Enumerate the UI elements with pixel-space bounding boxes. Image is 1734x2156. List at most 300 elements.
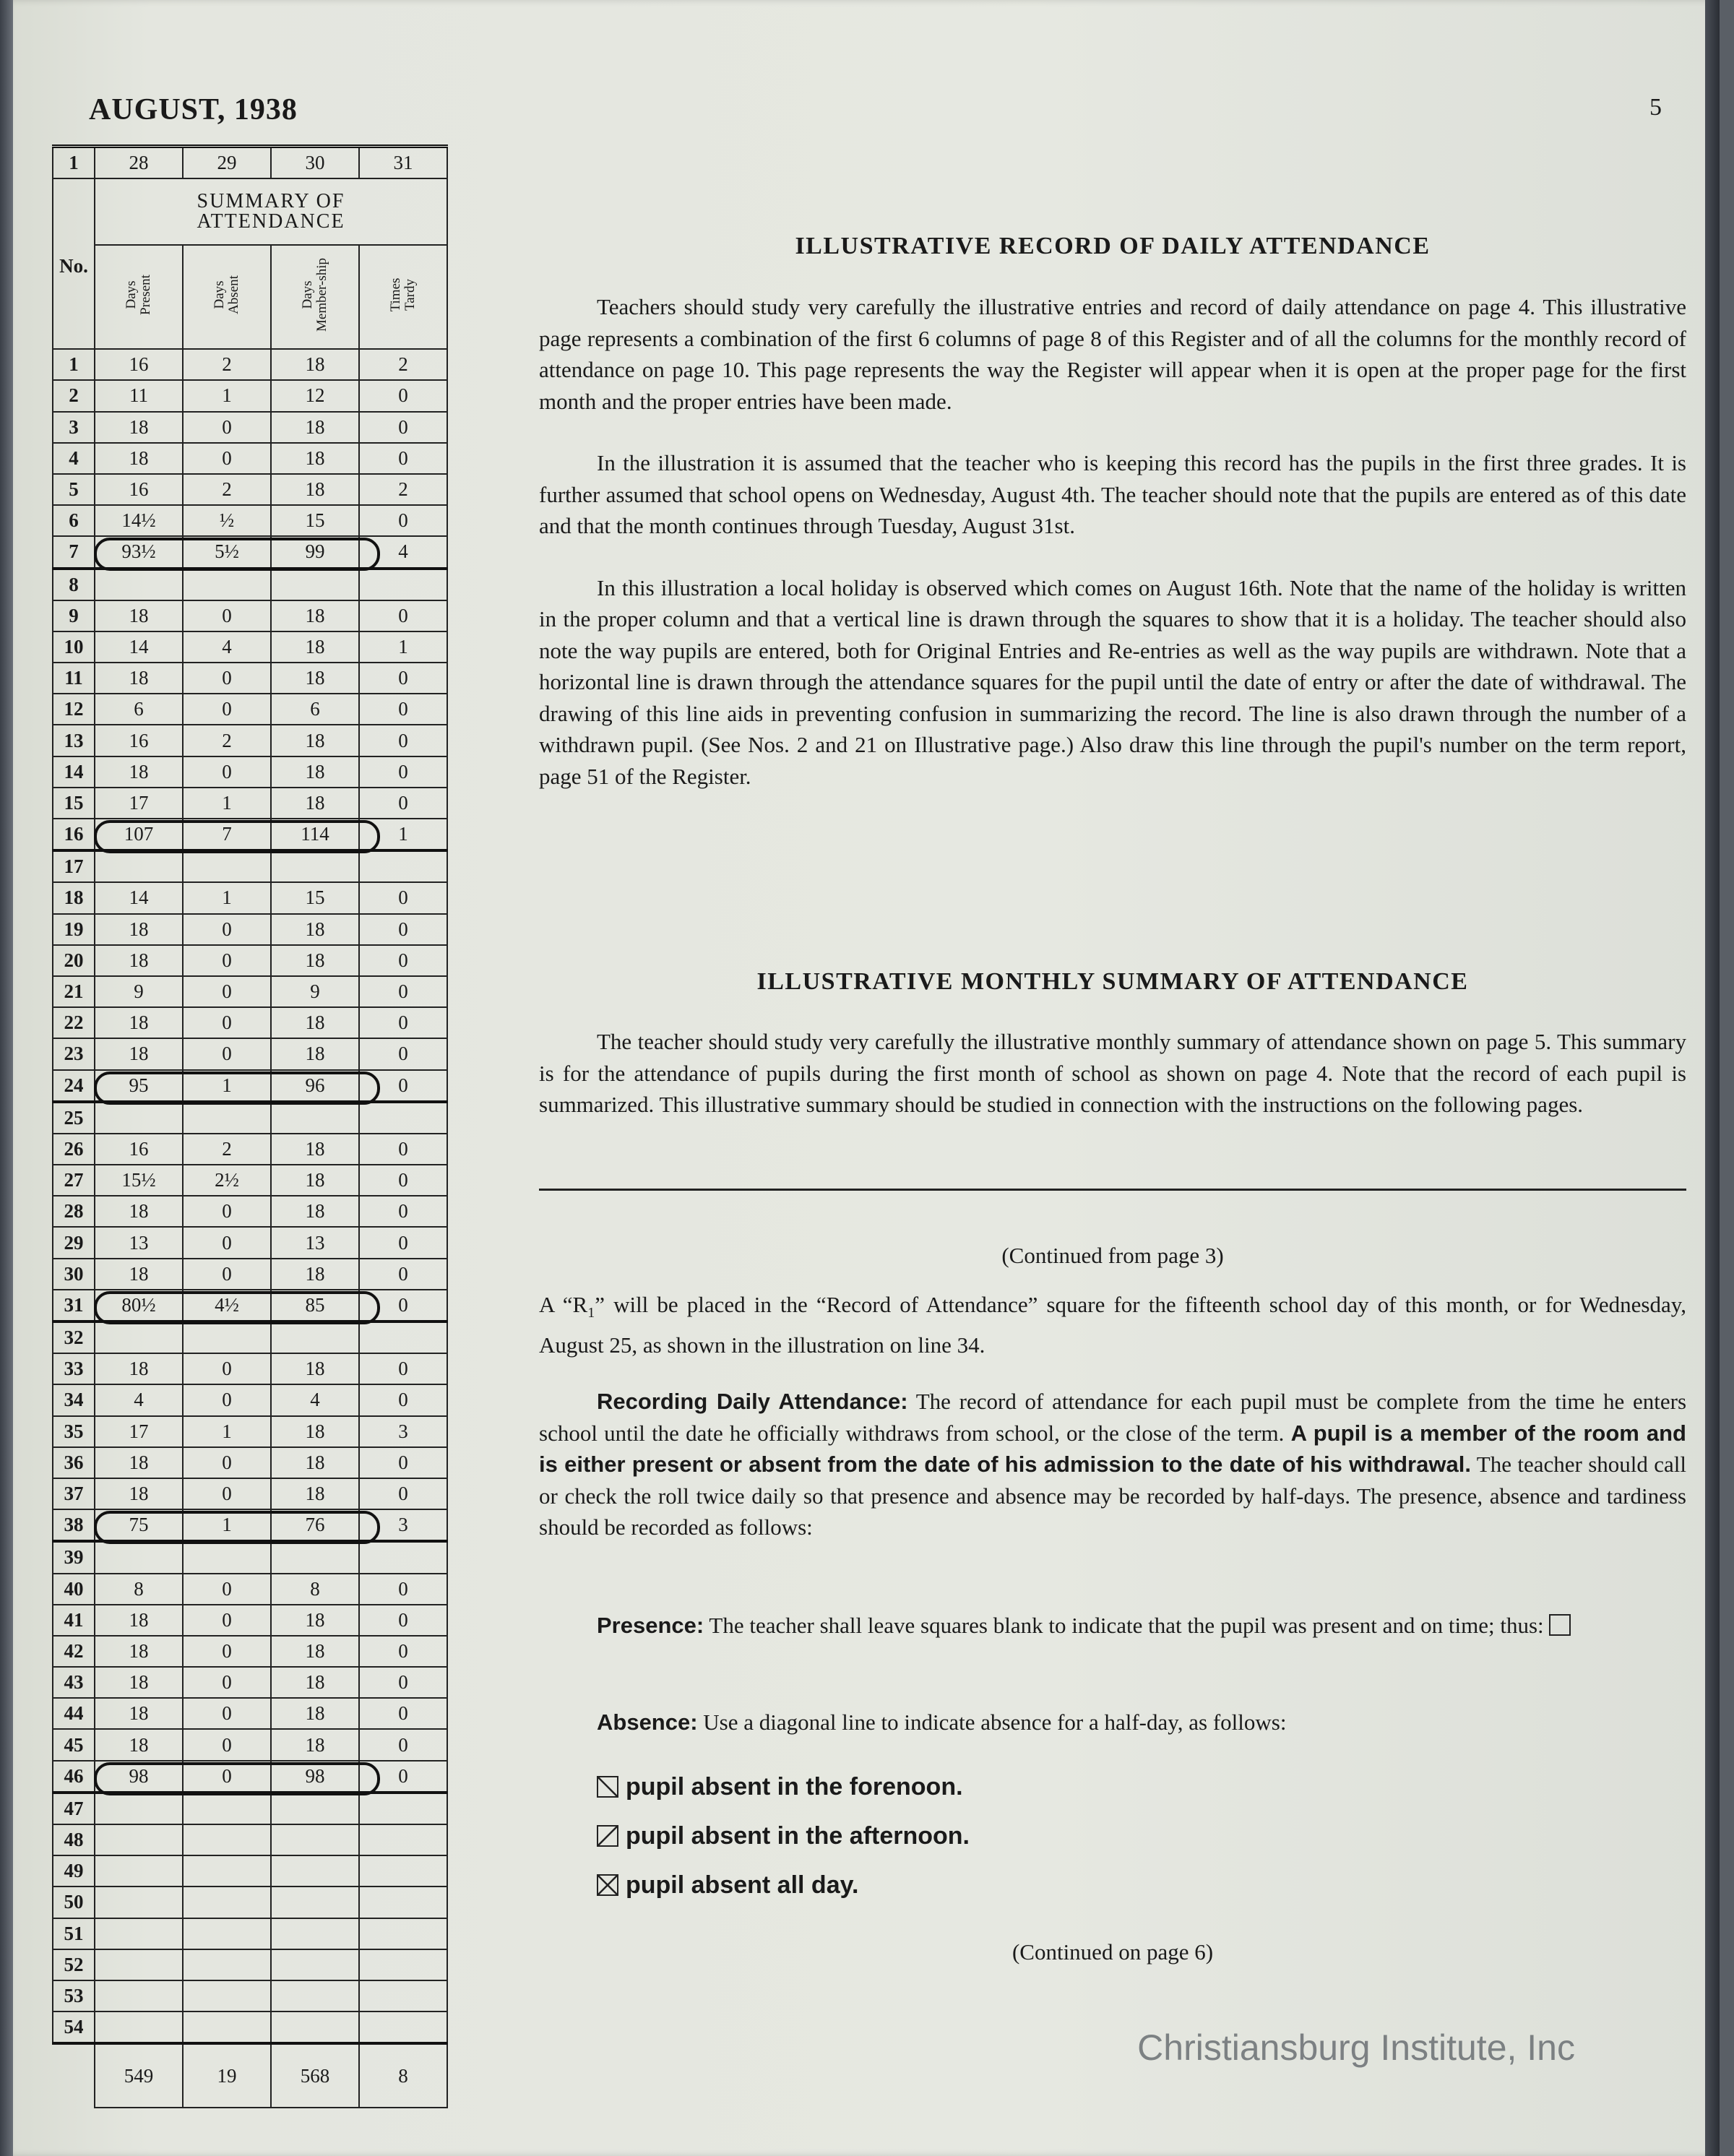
col-header-days-membership: Days Member-ship bbox=[271, 245, 359, 349]
attendance-summary-table bbox=[52, 145, 448, 2108]
days-membership: 6 bbox=[271, 694, 359, 725]
days-present: 18 bbox=[95, 1447, 183, 1478]
days-membership: 98 bbox=[271, 1761, 359, 1793]
pupil-row bbox=[53, 1918, 447, 1949]
col-header-times-tardy: Times Tardy bbox=[359, 245, 447, 349]
days-absent: 4½ bbox=[183, 1290, 271, 1321]
times-tardy: 0 bbox=[359, 1353, 447, 1384]
days-absent: 0 bbox=[183, 1259, 271, 1290]
days-membership bbox=[271, 569, 359, 600]
book-spine bbox=[0, 0, 13, 2156]
days-membership: 18 bbox=[271, 1698, 359, 1729]
row-number: 28 bbox=[53, 1196, 95, 1227]
times-tardy: 0 bbox=[359, 1290, 447, 1321]
days-present: 16 bbox=[95, 349, 183, 380]
days-present: 16 bbox=[95, 725, 183, 756]
times-tardy: 0 bbox=[359, 1038, 447, 1069]
pupil-row bbox=[53, 412, 447, 443]
days-membership bbox=[271, 1855, 359, 1886]
section-heading-monthly-summary: ILLUSTRATIVE MONTHLY SUMMARY OF ATTENDANCE bbox=[756, 968, 1469, 995]
days-membership: 85 bbox=[271, 1290, 359, 1321]
times-tardy: 0 bbox=[359, 1761, 447, 1793]
row-number: 33 bbox=[53, 1353, 95, 1384]
col-header-days-absent: Days Absent bbox=[183, 245, 271, 349]
days-present: 14½ bbox=[95, 505, 183, 536]
days-absent: 1 bbox=[183, 380, 271, 411]
days-absent: 0 bbox=[183, 1574, 271, 1605]
days-present: 18 bbox=[95, 756, 183, 788]
pupil-row bbox=[53, 1698, 447, 1729]
total-days-absent: 19 bbox=[183, 2043, 271, 2108]
days-membership: 15 bbox=[271, 505, 359, 536]
days-absent: 0 bbox=[183, 1698, 271, 1729]
days-absent: 0 bbox=[183, 914, 271, 945]
row-number: 34 bbox=[53, 1384, 95, 1415]
days-present: 16 bbox=[95, 1134, 183, 1165]
pupil-row bbox=[53, 663, 447, 694]
days-membership bbox=[271, 1793, 359, 1824]
days-absent: ½ bbox=[183, 505, 271, 536]
days-present: 14 bbox=[95, 882, 183, 913]
days-absent: 0 bbox=[183, 1478, 271, 1509]
pupil-row bbox=[53, 1478, 447, 1509]
days-membership: 18 bbox=[271, 1196, 359, 1227]
days-present: 80½ bbox=[95, 1290, 183, 1321]
days-present bbox=[95, 850, 183, 882]
times-tardy: 0 bbox=[359, 1667, 447, 1698]
pupil-row bbox=[53, 1541, 447, 1573]
pupil-row bbox=[53, 631, 447, 663]
days-absent bbox=[183, 850, 271, 882]
row-number: 45 bbox=[53, 1729, 95, 1760]
row-number: 10 bbox=[53, 631, 95, 663]
days-absent: 0 bbox=[183, 600, 271, 631]
pupil-row bbox=[53, 788, 447, 819]
row-number: 30 bbox=[53, 1259, 95, 1290]
row-number: 18 bbox=[53, 882, 95, 913]
row-number: 11 bbox=[53, 663, 95, 694]
pupil-row bbox=[53, 1353, 447, 1384]
paragraph: Teachers should study very carefully the illustrative entries and record of daily attendance on page 4. This illustrative page represents a combination of the first 6 columns of page 8 of this Register and of all the columns for the monthly record of attendance on page 10. This page represents the way the Register will appear when it is open at the proper page for the first month and the proper entries have been made. bbox=[539, 294, 1686, 414]
days-present bbox=[95, 1321, 183, 1353]
days-membership bbox=[271, 1886, 359, 1918]
days-present: 18 bbox=[95, 412, 183, 443]
days-membership: 15 bbox=[271, 882, 359, 913]
times-tardy bbox=[359, 569, 447, 600]
row-number: 36 bbox=[53, 1447, 95, 1478]
presence-label: Presence: bbox=[597, 1613, 704, 1638]
row-number: 29 bbox=[53, 1227, 95, 1258]
times-tardy: 2 bbox=[359, 349, 447, 380]
times-tardy: 0 bbox=[359, 694, 447, 725]
days-absent: 0 bbox=[183, 1605, 271, 1636]
pupil-row bbox=[53, 1321, 447, 1353]
day-cell: 31 bbox=[359, 147, 447, 179]
pupil-row bbox=[53, 349, 447, 380]
pupil-row bbox=[53, 1729, 447, 1760]
times-tardy: 0 bbox=[359, 1478, 447, 1509]
days-membership: 18 bbox=[271, 1729, 359, 1760]
paragraph: The teacher should study very carefully the illustrative monthly summary of attendance shown on page 5. This summary is for the attendance of pupils during the first month of school as shown on page 4. Note that the record of each pupil is summarized. This illustrative summary should be studied in connection with the instructions on the following pages. bbox=[539, 1029, 1686, 1117]
times-tardy: 0 bbox=[359, 1227, 447, 1258]
total-times-tardy: 8 bbox=[359, 2043, 447, 2108]
row-number: 5 bbox=[53, 474, 95, 505]
day-row bbox=[53, 147, 447, 179]
days-membership: 18 bbox=[271, 631, 359, 663]
row-number: 1 bbox=[53, 349, 95, 380]
days-membership: 18 bbox=[271, 474, 359, 505]
times-tardy: 0 bbox=[359, 1259, 447, 1290]
row-number: 14 bbox=[53, 756, 95, 788]
absent-allday-item: pupil absent all day. bbox=[597, 1871, 858, 1900]
row-number: 12 bbox=[53, 694, 95, 725]
times-tardy: 0 bbox=[359, 380, 447, 411]
days-membership: 76 bbox=[271, 1509, 359, 1541]
days-present: 18 bbox=[95, 1605, 183, 1636]
pupil-row bbox=[53, 569, 447, 600]
days-membership: 18 bbox=[271, 1259, 359, 1290]
days-present: 93½ bbox=[95, 536, 183, 568]
days-membership: 13 bbox=[271, 1227, 359, 1258]
days-absent bbox=[183, 1824, 271, 1855]
month-title: AUGUST, 1938 bbox=[89, 93, 298, 126]
pupil-row bbox=[53, 1636, 447, 1667]
times-tardy: 0 bbox=[359, 1070, 447, 1102]
days-absent: 2 bbox=[183, 1134, 271, 1165]
times-tardy: 0 bbox=[359, 412, 447, 443]
days-absent: 1 bbox=[183, 1509, 271, 1541]
times-tardy bbox=[359, 850, 447, 882]
allday-cross-square-icon bbox=[597, 1874, 618, 1896]
times-tardy: 0 bbox=[359, 443, 447, 474]
days-membership: 18 bbox=[271, 1605, 359, 1636]
days-absent: 1 bbox=[183, 1070, 271, 1102]
pupil-row bbox=[53, 474, 447, 505]
summary-row bbox=[53, 1290, 447, 1321]
times-tardy: 0 bbox=[359, 945, 447, 976]
row-number: 54 bbox=[53, 2011, 95, 2043]
days-absent: 2 bbox=[183, 725, 271, 756]
days-absent: 0 bbox=[183, 1447, 271, 1478]
times-tardy: 3 bbox=[359, 1416, 447, 1447]
summary-row bbox=[53, 1509, 447, 1541]
page-edge bbox=[1705, 0, 1720, 2156]
watermark: Christiansburg Institute, Inc bbox=[1137, 2027, 1575, 2068]
days-membership bbox=[271, 2011, 359, 2043]
days-membership: 9 bbox=[271, 976, 359, 1007]
row-number: 7 bbox=[53, 536, 95, 568]
pupil-row bbox=[53, 1574, 447, 1605]
pupil-row bbox=[53, 1384, 447, 1415]
pupil-row bbox=[53, 1227, 447, 1258]
pupil-row bbox=[53, 882, 447, 913]
days-absent: 4 bbox=[183, 631, 271, 663]
days-absent bbox=[183, 1541, 271, 1573]
col-header-days-present: Days Present bbox=[95, 245, 183, 349]
days-present: 14 bbox=[95, 631, 183, 663]
days-present bbox=[95, 569, 183, 600]
absence-label: Absence: bbox=[597, 1709, 698, 1735]
presence-paragraph: Presence: The teacher shall leave squares blank to indicate that the pupil was present and on time; thus: bbox=[597, 1610, 1686, 1642]
days-present bbox=[95, 1949, 183, 1980]
times-tardy: 1 bbox=[359, 819, 447, 850]
row-number: 9 bbox=[53, 600, 95, 631]
days-absent: 0 bbox=[183, 1636, 271, 1667]
row-number: 31 bbox=[53, 1290, 95, 1321]
pupil-row bbox=[53, 505, 447, 536]
day-cell: 29 bbox=[183, 147, 271, 179]
row-number: 53 bbox=[53, 1980, 95, 2011]
times-tardy: 0 bbox=[359, 1165, 447, 1196]
days-present: 18 bbox=[95, 1636, 183, 1667]
times-tardy: 0 bbox=[359, 1574, 447, 1605]
days-present: 11 bbox=[95, 380, 183, 411]
days-present: 17 bbox=[95, 1416, 183, 1447]
days-present: 18 bbox=[95, 1259, 183, 1290]
absent-forenoon-item: pupil absent in the forenoon. bbox=[597, 1773, 963, 1801]
day-cell: 1 bbox=[53, 147, 95, 179]
pupil-row bbox=[53, 2011, 447, 2043]
row-number: 26 bbox=[53, 1134, 95, 1165]
row-number: 17 bbox=[53, 850, 95, 882]
recording-label: Recording Daily Attendance: bbox=[597, 1389, 908, 1414]
days-membership: 18 bbox=[271, 1447, 359, 1478]
days-membership: 99 bbox=[271, 536, 359, 568]
row-number: 39 bbox=[53, 1541, 95, 1573]
pupil-row bbox=[53, 1038, 447, 1069]
days-present: 13 bbox=[95, 1227, 183, 1258]
days-absent: 2½ bbox=[183, 1165, 271, 1196]
pupil-row bbox=[53, 1886, 447, 1918]
summary-row bbox=[53, 1070, 447, 1102]
section2-body bbox=[539, 1026, 1686, 1121]
row-number: 50 bbox=[53, 1886, 95, 1918]
days-absent: 5½ bbox=[183, 536, 271, 568]
days-present bbox=[95, 1886, 183, 1918]
days-absent bbox=[183, 1918, 271, 1949]
days-membership bbox=[271, 1918, 359, 1949]
row-number: 23 bbox=[53, 1038, 95, 1069]
days-membership bbox=[271, 1824, 359, 1855]
recording-paragraph: Recording Daily Attendance: The record of attendance for each pupil must be complete from the time he enters school until the date he officially withdraws from school, or the close of the term. A pupil is a member of the room and is either present or absent from the date of his admission to the date of his withdrawal. The teacher should call or check the roll twice daily so that presence and absence may be recorded by half-days. The presence, absence and tardiness should be recorded as follows: bbox=[539, 1389, 1687, 1540]
days-present: 107 bbox=[95, 819, 183, 850]
days-membership: 18 bbox=[271, 1038, 359, 1069]
days-membership: 18 bbox=[271, 412, 359, 443]
pupil-row bbox=[53, 1259, 447, 1290]
days-absent: 2 bbox=[183, 349, 271, 380]
days-present: 75 bbox=[95, 1509, 183, 1541]
days-absent: 0 bbox=[183, 1384, 271, 1415]
days-membership: 18 bbox=[271, 1165, 359, 1196]
r1-paragraph: A “$R_1$” will be placed in the “Record of Attendance” square for the fifteenth school day of this month, or for Wednesday, August 25, as shown in the illustration on line 34. bbox=[539, 1292, 1686, 1358]
days-membership: 18 bbox=[271, 349, 359, 380]
days-membership bbox=[271, 850, 359, 882]
times-tardy bbox=[359, 1824, 447, 1855]
day-cell: 30 bbox=[271, 147, 359, 179]
days-present: 18 bbox=[95, 1478, 183, 1509]
days-present: 18 bbox=[95, 1196, 183, 1227]
row-number: 35 bbox=[53, 1416, 95, 1447]
times-tardy: 0 bbox=[359, 725, 447, 756]
row-number: 2 bbox=[53, 380, 95, 411]
row-number: 40 bbox=[53, 1574, 95, 1605]
days-membership: 18 bbox=[271, 1353, 359, 1384]
days-membership bbox=[271, 1102, 359, 1134]
days-membership: 12 bbox=[271, 380, 359, 411]
pupil-row bbox=[53, 1667, 447, 1698]
times-tardy: 0 bbox=[359, 1729, 447, 1760]
row-number: 3 bbox=[53, 412, 95, 443]
row-number: 38 bbox=[53, 1509, 95, 1541]
pupil-row bbox=[53, 380, 447, 411]
summary-title: SUMMARY OF ATTENDANCE bbox=[95, 178, 447, 245]
days-present bbox=[95, 2011, 183, 2043]
days-membership bbox=[271, 1321, 359, 1353]
no-label: No. bbox=[59, 255, 88, 277]
times-tardy bbox=[359, 1886, 447, 1918]
times-tardy: 0 bbox=[359, 882, 447, 913]
times-tardy bbox=[359, 1793, 447, 1824]
row-number: 16 bbox=[53, 819, 95, 850]
divider bbox=[539, 1189, 1686, 1191]
section-heading-daily-record: ILLUSTRATIVE RECORD OF DAILY ATTENDANCE bbox=[795, 233, 1431, 259]
days-membership: 18 bbox=[271, 1134, 359, 1165]
row-number: 42 bbox=[53, 1636, 95, 1667]
days-absent bbox=[183, 1855, 271, 1886]
days-membership: 18 bbox=[271, 1636, 359, 1667]
row-number: 48 bbox=[53, 1824, 95, 1855]
days-membership: 8 bbox=[271, 1574, 359, 1605]
times-tardy: 0 bbox=[359, 976, 447, 1007]
days-present: 98 bbox=[95, 1761, 183, 1793]
paragraph: In the illustration it is assumed that the teacher who is keeping this record has the pupils in the first three grades. It is further assumed that school opens on Wednesday, August 4th. The teacher should note that the pupils are entered as of this date and that the month continues through Tuesday, August 31st. bbox=[539, 450, 1686, 538]
days-absent: 0 bbox=[183, 1007, 271, 1038]
total-days-present: 549 bbox=[95, 2043, 183, 2108]
pupil-row bbox=[53, 1102, 447, 1134]
day-cell: 28 bbox=[95, 147, 183, 179]
row-number: 25 bbox=[53, 1102, 95, 1134]
days-present: 9 bbox=[95, 976, 183, 1007]
days-present bbox=[95, 1102, 183, 1134]
days-present: 18 bbox=[95, 663, 183, 694]
row-number: 32 bbox=[53, 1321, 95, 1353]
times-tardy: 0 bbox=[359, 1636, 447, 1667]
days-absent: 0 bbox=[183, 1667, 271, 1698]
days-membership bbox=[271, 1541, 359, 1573]
days-membership: 18 bbox=[271, 788, 359, 819]
pupil-row bbox=[53, 600, 447, 631]
days-membership: 18 bbox=[271, 600, 359, 631]
row-number: 4 bbox=[53, 443, 95, 474]
days-present: 18 bbox=[95, 1729, 183, 1760]
days-present: 17 bbox=[95, 788, 183, 819]
days-present: 6 bbox=[95, 694, 183, 725]
pupil-row bbox=[53, 1855, 447, 1886]
days-absent: 0 bbox=[183, 1761, 271, 1793]
times-tardy: 0 bbox=[359, 1447, 447, 1478]
times-tardy bbox=[359, 1855, 447, 1886]
pupil-row bbox=[53, 1416, 447, 1447]
times-tardy bbox=[359, 1321, 447, 1353]
pupil-row bbox=[53, 1824, 447, 1855]
pupil-row bbox=[53, 1605, 447, 1636]
days-present: 18 bbox=[95, 600, 183, 631]
days-present bbox=[95, 1541, 183, 1573]
times-tardy: 0 bbox=[359, 1134, 447, 1165]
forenoon-diagonal-square-icon bbox=[597, 1776, 618, 1798]
row-number: 22 bbox=[53, 1007, 95, 1038]
days-present bbox=[95, 1824, 183, 1855]
times-tardy: 0 bbox=[359, 663, 447, 694]
pupil-row bbox=[53, 694, 447, 725]
days-present: 18 bbox=[95, 1007, 183, 1038]
days-absent: 0 bbox=[183, 1353, 271, 1384]
times-tardy: 0 bbox=[359, 1196, 447, 1227]
absence-paragraph: Absence: Use a diagonal line to indicate absence for a half-day, as follows: bbox=[597, 1709, 1287, 1735]
number-column-header bbox=[53, 178, 95, 349]
times-tardy: 0 bbox=[359, 1698, 447, 1729]
days-absent bbox=[183, 1321, 271, 1353]
times-tardy: 3 bbox=[359, 1509, 447, 1541]
days-absent: 0 bbox=[183, 945, 271, 976]
days-absent: 0 bbox=[183, 976, 271, 1007]
days-absent: 0 bbox=[183, 1227, 271, 1258]
days-membership: 18 bbox=[271, 945, 359, 976]
days-absent bbox=[183, 1102, 271, 1134]
pupil-row bbox=[53, 725, 447, 756]
times-tardy: 0 bbox=[359, 914, 447, 945]
days-present: 16 bbox=[95, 474, 183, 505]
paragraph: In this illustration a local holiday is observed which comes on August 16th. Note that the name of the holiday is written in the proper column and that a vertical line is drawn through the squares to show that it is a holiday. The teacher should also note the way pupils are entered, both for Original Entries and Re-entries as well as the way pupils are withdrawn. Note that a horizontal line is drawn through the attendance squares for the pupil until the date of entry or after the date of withdrawal. The drawing of this line aids in preventing confusion in summarizing the record. The line is also drawn through the number of a withdrawn pupil. (See Nos. 2 and 21 on Illustrative page.) Also draw this line through the pupil's number on the term report, page 51 of the Register. bbox=[539, 574, 1686, 789]
row-number: 51 bbox=[53, 1918, 95, 1949]
blank-square-icon bbox=[1549, 1614, 1571, 1636]
summary-row bbox=[53, 1761, 447, 1793]
days-present: 8 bbox=[95, 1574, 183, 1605]
days-absent: 0 bbox=[183, 694, 271, 725]
row-number: 41 bbox=[53, 1605, 95, 1636]
days-absent: 0 bbox=[183, 1038, 271, 1069]
days-membership: 4 bbox=[271, 1384, 359, 1415]
days-absent bbox=[183, 2011, 271, 2043]
times-tardy: 0 bbox=[359, 505, 447, 536]
pupil-row bbox=[53, 945, 447, 976]
days-present: 18 bbox=[95, 1667, 183, 1698]
times-tardy: 0 bbox=[359, 1605, 447, 1636]
row-number: 49 bbox=[53, 1855, 95, 1886]
page-number: 5 bbox=[1649, 94, 1662, 121]
days-present: 15½ bbox=[95, 1165, 183, 1196]
pupil-row bbox=[53, 756, 447, 788]
times-tardy bbox=[359, 1949, 447, 1980]
pupil-row bbox=[53, 914, 447, 945]
pupil-row bbox=[53, 1447, 447, 1478]
continued-from-note: (Continued from page 3) bbox=[1001, 1243, 1224, 1268]
days-membership: 18 bbox=[271, 1416, 359, 1447]
days-absent bbox=[183, 1886, 271, 1918]
days-membership: 18 bbox=[271, 663, 359, 694]
days-absent: 1 bbox=[183, 788, 271, 819]
days-membership bbox=[271, 1949, 359, 1980]
days-membership: 18 bbox=[271, 443, 359, 474]
row-number: 24 bbox=[53, 1070, 95, 1102]
summary-header-row bbox=[53, 178, 447, 245]
afternoon-diagonal-square-icon bbox=[597, 1825, 618, 1847]
days-membership: 96 bbox=[271, 1070, 359, 1102]
summary-row bbox=[53, 819, 447, 850]
pupil-row bbox=[53, 1134, 447, 1165]
totals-row bbox=[53, 2043, 447, 2108]
times-tardy bbox=[359, 1918, 447, 1949]
